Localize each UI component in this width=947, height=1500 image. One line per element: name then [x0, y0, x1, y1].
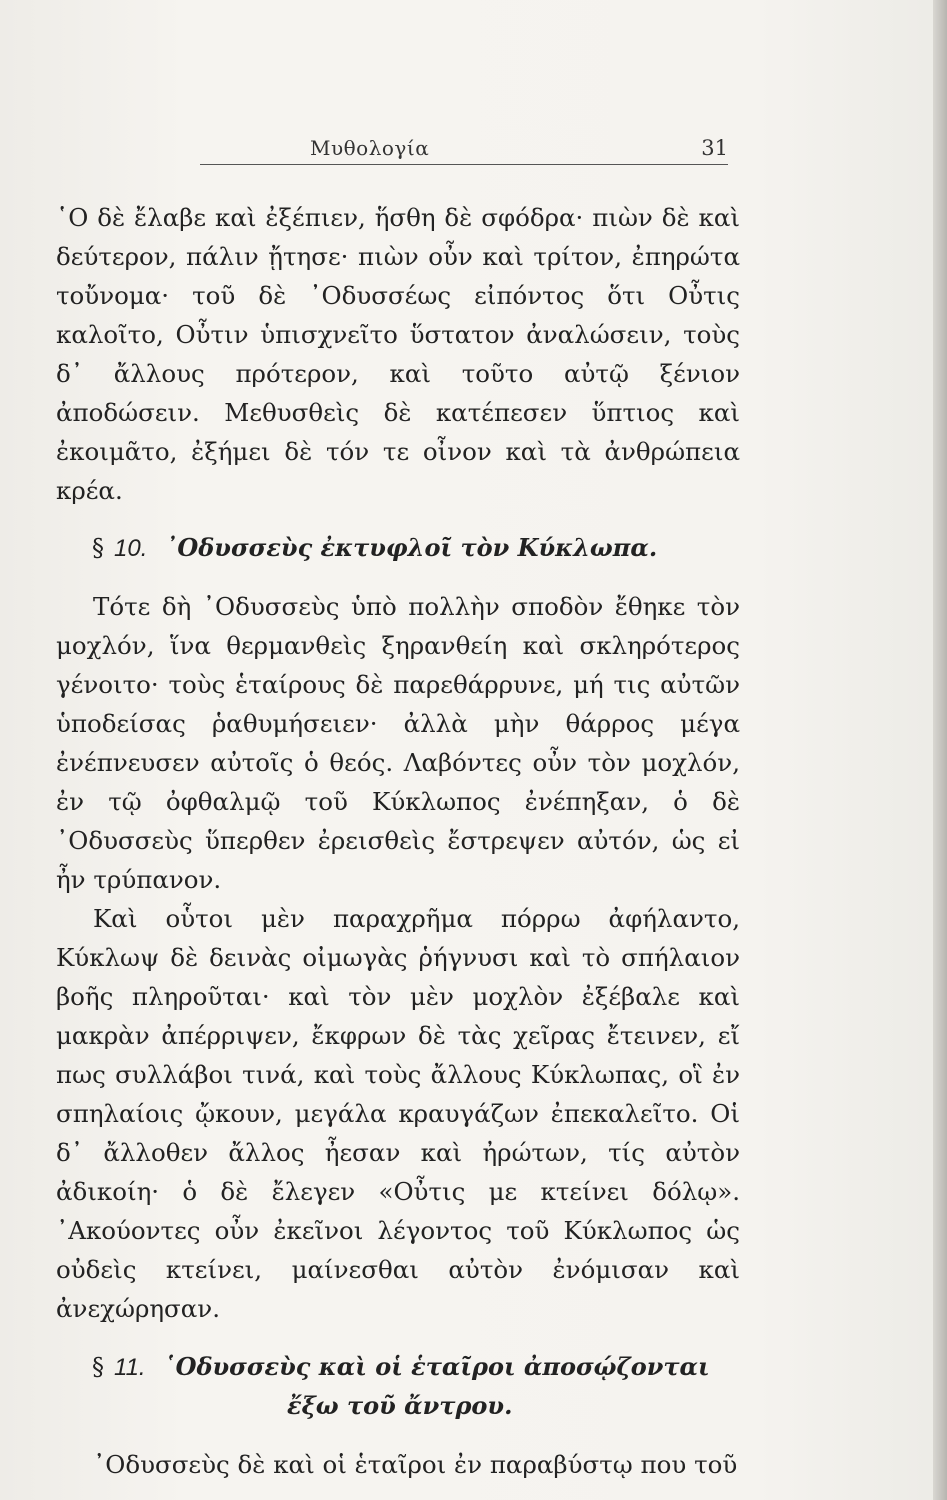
- page-number: 31: [701, 136, 728, 160]
- paragraph-4: ᾿Οδυσσεὺς δὲ καὶ οἱ ἑταῖροι ἐν παραβύστῳ που τοῦ: [93, 1450, 738, 1479]
- page-header: [200, 130, 728, 165]
- section-number: 10.: [114, 535, 148, 562]
- section-symbol: §: [92, 534, 104, 562]
- paragraph-1: ῾Ο δὲ ἔλαβε καὶ ἐξέπιεν, ἥσθη δὲ σφόδρα· πιὼν δὲ καὶ δεύτερον, πάλιν ᾔτησε· πιὼν οὖν καὶ τρίτον, ἐπηρώτα τοὔνομα· τοῦ δὲ ᾿Οδυσσέως εἰπόντος ὅτι Οὖτις καλοῖτο, Οὖτιν ὑπισχνεῖτο ὕστατον ἀναλώσειν, τοὺς δ᾿ ἄλλους πρότερον, καὶ τοῦτο αὐτῷ ξένιον ἀποδώσειν. Μεθυσθεὶς δὲ κατέπεσεν ὕπτιος καὶ ἐκοιμᾶτο, ἐξήμει δὲ τόν τε οἶνον καὶ τὰ ἀνθρώπεια κρέα.: [56, 203, 740, 505]
- section-title: ᾿Οδυσσεὺς ἐκτυφλοῖ τὸν Κύκλωπα.: [165, 533, 658, 562]
- paragraph-2: Τότε δὴ ᾿Οδυσσεὺς ὑπὸ πολλὴν σποδὸν ἔθηκε τὸν μοχλόν, ἵνα θερμανθεὶς ξηρανθείη καὶ σκληρότερος γένοιτο· τοὺς ἑταίρους δὲ παρεθάρρυνε, μή τις αὐτῶν ὑποδείσας ῥαθυμήσειεν· ἀλλὰ μὴν θάρρος μέγα ἐνέπνευσεν αὐτοῖς ὁ θεός. Λαβόντες οὖν τὸν μοχλόν, ἐν τῷ ὀφθαλμῷ τοῦ Κύκλωπος ἐνέπηξαν, ὁ δὲ ᾿Οδυσσεὺς ὕπερθεν ἐρεισθεὶς ἔστρεψεν αὐτόν, ὡς εἰ ἦν τρύπανον.: [56, 592, 740, 894]
- running-title: Μυθολογία: [310, 136, 430, 160]
- section-heading-10: [56, 530, 740, 567]
- section-number: 11.: [114, 1354, 146, 1381]
- page-edge-shadow: [933, 0, 947, 1500]
- section-symbol: §: [92, 1353, 104, 1381]
- paragraph-3: Καὶ οὗτοι μὲν παραχρῆμα πόρρω ἀφήλαντο, Κύκλωψ δὲ δεινὰς οἰμωγὰς ῥήγνυσι καὶ τὸ σπήλαιον βοῆς πληροῦται· καὶ τὸν μὲν μοχλὸν ἐξέβαλε καὶ μακρὰν ἀπέρριψεν, ἔκφρων δὲ τὰς χεῖρας ἔτεινεν, εἴ πως συλλάβοι τινά, καὶ τοὺς ἄλλους Κύκλωπας, οἳ ἐν σπηλαίοις ᾤκουν, μεγάλα κραυγάζων ἐπεκαλεῖτο. Οἱ δ᾿ ἄλλοθεν ἄλλος ἦεσαν καὶ ἠρώτων, τίς αὐτὸν ἀδικοίη· ὁ δὲ ἔλεγεν «Οὖτις με κτείνει δόλῳ». ᾿Ακούοντες οὖν ἐκεῖνοι λέγοντος τοῦ Κύκλωπος ὡς οὐδεὶς κτείνει, μαίνεσθαι αὐτὸν ἐνόμισαν καὶ ἀνεχώρησαν.: [56, 904, 740, 1323]
- section-title-line1: ῾Οδυσσεὺς καὶ οἱ ἑταῖροι ἀποσῴζονται: [163, 1352, 710, 1381]
- section-heading-11: [56, 1348, 740, 1425]
- section-title-line2: ἔξω τοῦ ἄντρου.: [287, 1391, 513, 1420]
- page-body: [56, 198, 740, 1484]
